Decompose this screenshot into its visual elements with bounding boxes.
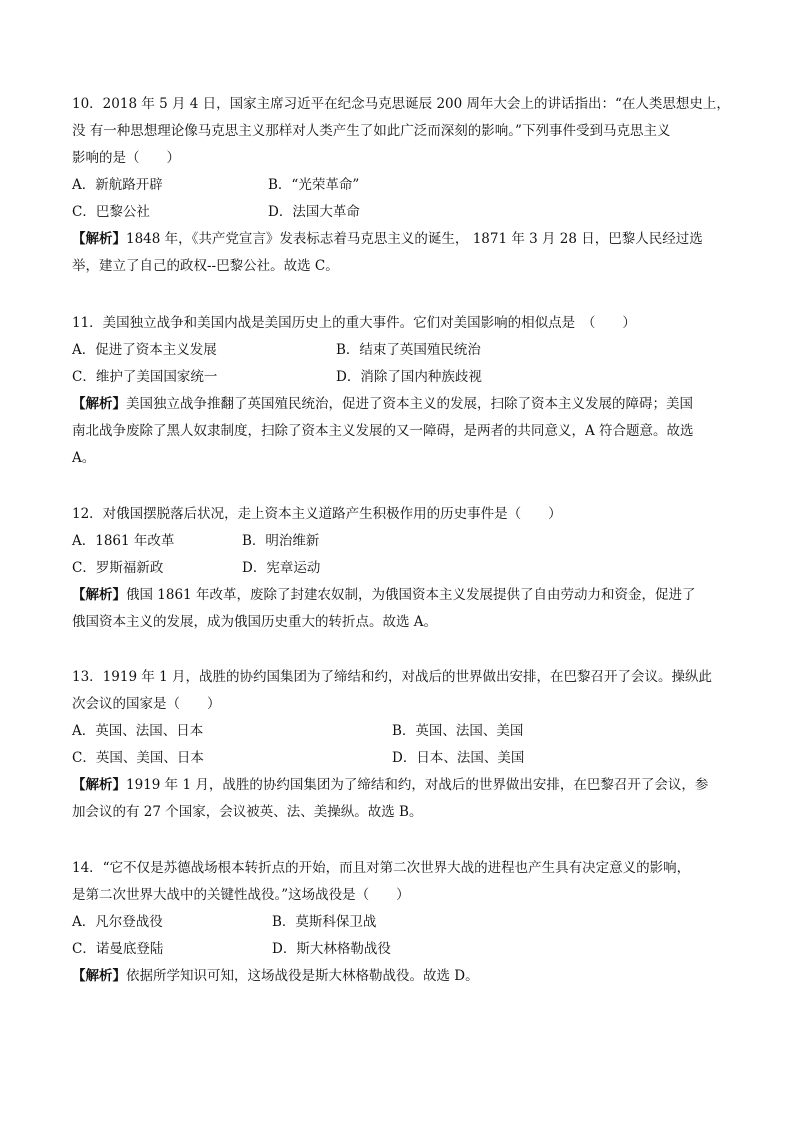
analysis-line (72, 226, 724, 253)
option-d: D．宪章运动 (242, 560, 321, 576)
analysis-text: 1848 年，《共产党宣言》发表标志着马克思主义的诞生， 1871 年 3 月 28 日，巴黎人民经过选 (126, 231, 703, 247)
option-a: A．新航路开辟 (72, 177, 163, 193)
option-c: C．维护了美国国家统一 (72, 369, 218, 385)
option-c: C．巴黎公社 (72, 204, 150, 220)
option-b: B．明治维新 (242, 533, 320, 549)
analysis-line (72, 963, 724, 990)
question-14 (72, 855, 724, 990)
option-d: D．日本、法国、美国 (392, 750, 525, 766)
analysis-text: 依据所学知识可知，这场战役是斯大林格勒战役。故选 D。 (126, 968, 479, 984)
option-row (72, 555, 724, 582)
question-stem-line: 13．1919 年 1 月，战胜的协约国集团为了缔结和约，对战后的世界做出安排，在巴黎召开了会议。操纵此 (72, 669, 712, 685)
question-12 (72, 501, 724, 636)
question-13 (72, 664, 724, 826)
option-d: D．消除了国内种族歧视 (336, 369, 482, 385)
analysis-text: 1919 年 1 月，战胜的协约国集团为了缔结和约，对战后的世界做出安排，在巴黎召开了会议，参 (126, 777, 709, 793)
option-a: A．凡尔登战役 (72, 914, 163, 930)
question-11 (72, 310, 724, 472)
question-stem-line: 10．2018 年 5 月 4 日，国家主席习近平在纪念马克思诞辰 200 周年大会上的讲话指出：“在人类思想史上， (72, 96, 730, 112)
question-stem-line: 影响的是（ ） (72, 150, 180, 166)
analysis-label: 【解析】 (72, 968, 126, 984)
question-stem-line: 次会议的国家是（ ） (72, 696, 221, 712)
analysis-line (72, 582, 724, 609)
option-row (72, 337, 724, 364)
question-stem-line: 是第二次世界大战中的关键性战役。”这场战役是（ ） (72, 887, 410, 903)
question-stem-line: 14．“它不仅是苏德战场根本转折点的开始，而且对第二次世界大战的进程也产生具有决定意义的影响， (72, 860, 691, 876)
question-stem-line: 12．对俄国摆脱落后状况，走上资本主义道路产生积极作用的历史事件是（ ） (72, 506, 562, 522)
analysis-label: 【解析】 (72, 396, 126, 412)
option-a: A．英国、法国、日本 (72, 723, 204, 739)
analysis-line (72, 391, 724, 418)
option-b: B．英国、法国、美国 (392, 723, 524, 739)
option-b: B．莫斯科保卫战 (272, 914, 377, 930)
option-row (72, 528, 724, 555)
option-row (72, 909, 724, 936)
option-c: C．罗斯福新政 (72, 560, 164, 576)
option-row (72, 199, 724, 226)
option-a: A．1861 年改革 (72, 533, 175, 549)
option-c: C．英国、美国、日本 (72, 750, 204, 766)
question-stem-line: 没 有一种思想理论像马克思主义那样对人类产生了如此广泛而深刻的影响。”下列事件受到马克思主义 (72, 123, 671, 139)
option-a: A．促进了资本主义发展 (72, 342, 217, 358)
question-10 (72, 91, 730, 280)
analysis-line: 加会议的有 27 个国家，会议被英、法、美操纵。故选 B。 (72, 804, 423, 820)
analysis-line: 俄国资本主义的发展，成为俄国历史重大的转折点。故选 A。 (72, 614, 438, 630)
option-row (72, 718, 724, 745)
option-row (72, 936, 724, 963)
option-b: B．“光荣革命” (268, 177, 360, 193)
question-stem-line: 11．美国独立战争和美国内战是美国历史上的重大事件。它们对美国影响的相似点是 （ ） (72, 315, 636, 331)
option-row (72, 364, 724, 391)
analysis-line: 举，建立了自己的政权--巴黎公社。故选 C。 (72, 258, 339, 274)
option-row (72, 745, 724, 772)
option-c: C．诺曼底登陆 (72, 941, 164, 957)
analysis-line: 南北战争废除了黑人奴隶制度，扫除了资本主义发展的又一障碍，是两者的共同意义，A 符合题意。故选 (72, 423, 694, 439)
option-d: D．法国大革命 (268, 204, 360, 220)
analysis-label: 【解析】 (72, 231, 126, 247)
analysis-text: 俄国 1861 年改革，废除了封建农奴制，为俄国资本主义发展提供了自由劳动力和资金，促进了 (126, 587, 696, 603)
analysis-label: 【解析】 (72, 587, 126, 603)
analysis-text: 美国独立战争推翻了英国殖民统治，促进了资本主义的发展，扫除了资本主义发展的障碍；美国 (126, 396, 693, 412)
analysis-label: 【解析】 (72, 777, 126, 793)
analysis-line (72, 772, 724, 799)
option-row (72, 172, 724, 199)
analysis-line: A。 (72, 450, 96, 466)
option-b: B．结束了英国殖民统治 (336, 342, 481, 358)
option-d: D．斯大林格勒战役 (272, 941, 391, 957)
